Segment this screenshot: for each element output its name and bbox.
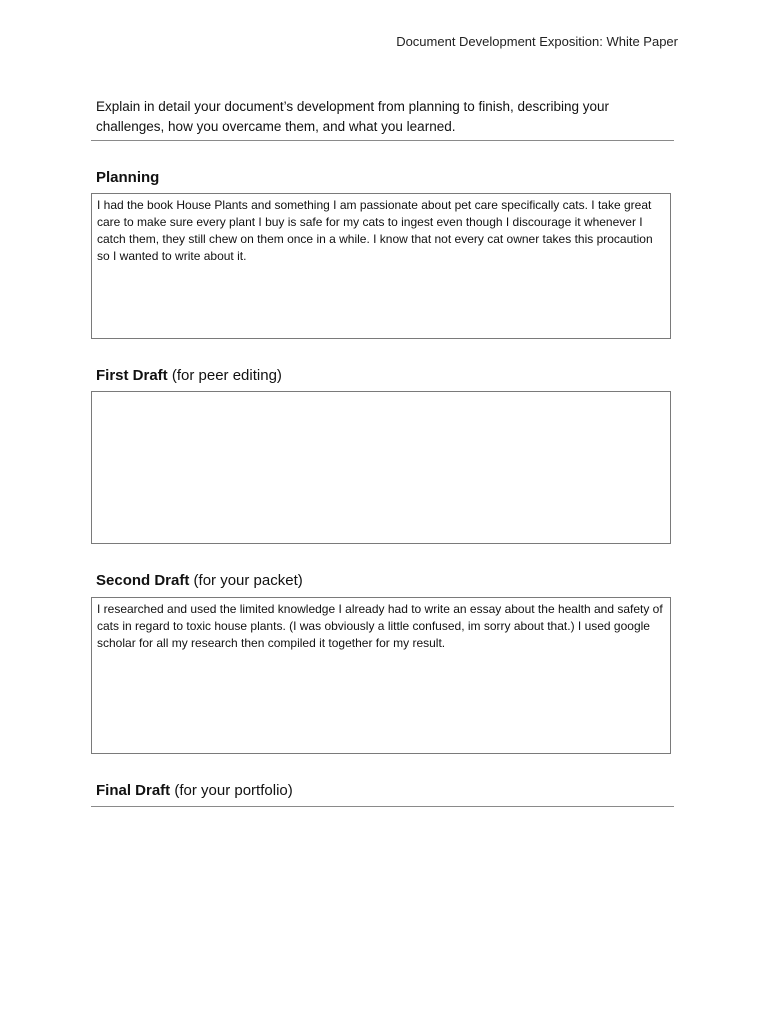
final-draft-note: (for your portfolio) (174, 782, 293, 799)
divider (91, 140, 674, 141)
final-draft-divider (91, 806, 674, 807)
instructions-text: Explain in detail your document’s development from planning to finish, describing your challenges, how you overcame them, and what you learned. (96, 99, 610, 134)
second-draft-title: Second Draft (96, 572, 190, 589)
planning-title: Planning (96, 169, 160, 186)
second-draft-heading (96, 571, 303, 591)
second-draft-response-box[interactable]: I researched and used the limited knowledge I already had to write an essay about the health and safety of cats in regard to toxic house plants. (I was obviously a little confused, im sorry about that.) I used google scholar for all my research then compiled it together for my result. (91, 597, 671, 754)
first-draft-title: First Draft (96, 367, 168, 384)
document-header-title: Document Development Exposition: White Paper (396, 34, 678, 49)
first-draft-heading (96, 366, 282, 386)
planning-response-box[interactable]: I had the book House Plants and something I am passionate about pet care specifically cats. I take great care to make sure every plant I buy is safe for my cats to ingest even though I discourage it whenever I catch them, they still chew on them once in a while. I know that not every cat owner takes this procaution so I wanted to write about it. (91, 193, 671, 339)
final-draft-heading (96, 781, 293, 801)
first-draft-response-box[interactable] (91, 391, 671, 544)
final-draft-title: Final Draft (96, 782, 171, 799)
second-draft-note: (for your packet) (193, 572, 303, 589)
planning-heading (96, 168, 159, 188)
first-draft-note: (for peer editing) (171, 367, 282, 384)
